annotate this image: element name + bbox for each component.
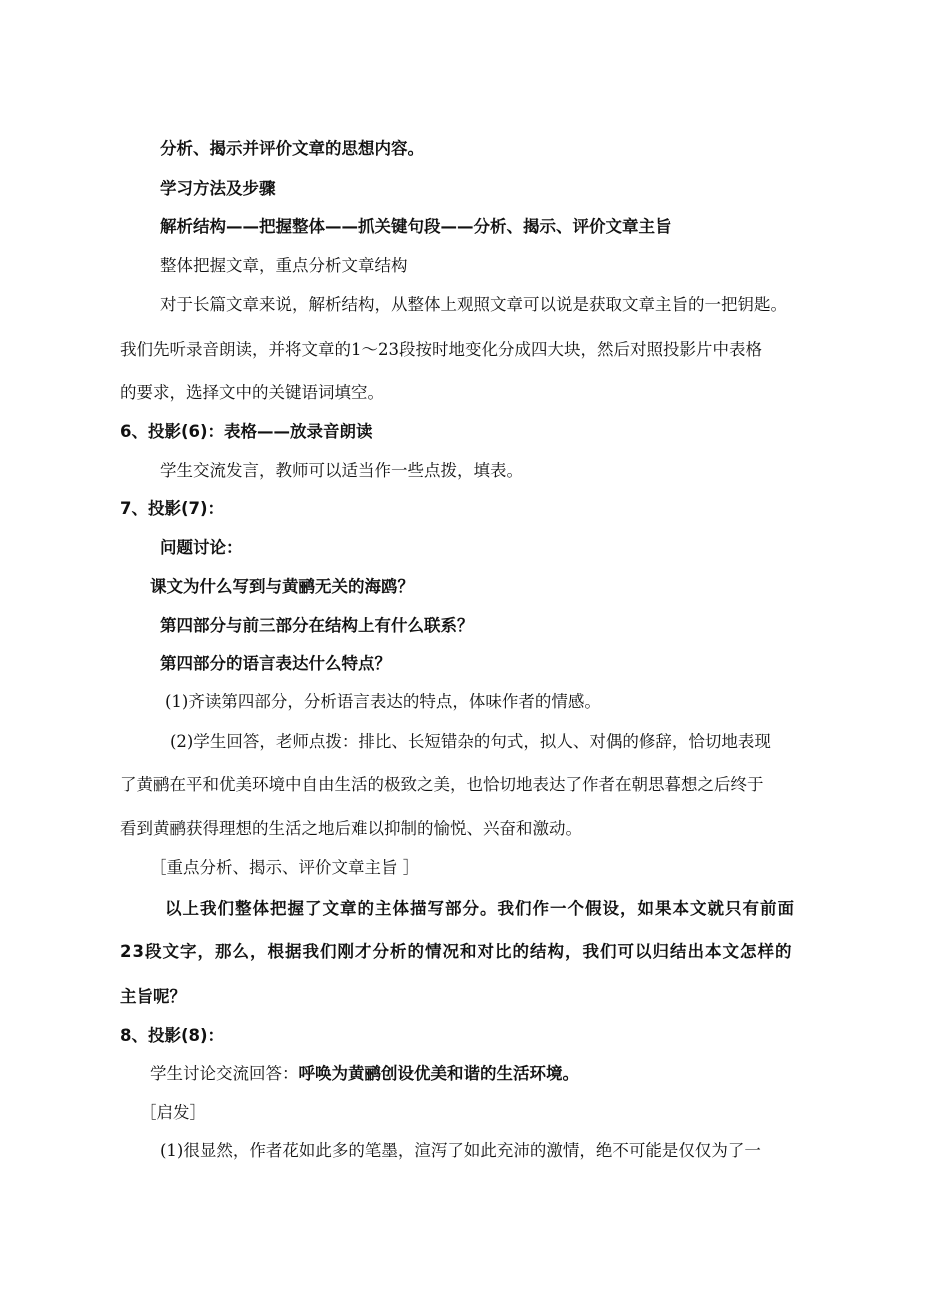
paragraph-line: 看到黄鹂获得理想的生活之地后难以抑制的愉悦、兴奋和激动。 xyxy=(120,819,582,838)
paragraph-line: (1)很显然，作者花如此多的笔墨，渲泻了如此充沛的激情，绝不可能是仅仅为了一 xyxy=(160,1141,761,1160)
paragraph-line: 主旨呢？ xyxy=(120,987,186,1006)
projection-8-heading: 8、投影(8)： xyxy=(120,1026,225,1045)
paragraph-line: 我们先听录音朗读，并将文章的1～23段按时地变化分成四大块，然后对照投影片中表格 xyxy=(120,340,762,359)
paragraph-line: 对于长篇文章来说，解析结构，从整体上观照文章可以说是获取文章主旨的一把钥匙。 xyxy=(160,295,787,314)
section-heading-methods: 学习方法及步骤 xyxy=(160,179,276,198)
answer-line xyxy=(150,1062,579,1086)
paragraph-line: 了黄鹂在平和优美环境中自由生活的极致之美，也恰切地表达了作者在朝思暮想之后终于 xyxy=(120,775,764,794)
objective-line: 分析、揭示并评价文章的思想内容。 xyxy=(160,139,424,158)
question-line: 课文为什么写到与黄鹂无关的海鸥？ xyxy=(150,577,414,596)
paragraph-line: 23段文字，那么，根据我们刚才分析的情况和对比的结构，我们可以归结出本文怎样的 xyxy=(120,942,793,961)
paragraph-line: 的要求，选择文中的关键语词填空。 xyxy=(120,383,384,402)
answer-text: 呼唤为黄鹂创设优美和谐的生活环境。 xyxy=(298,1064,579,1083)
bracket-heading: ［重点分析、揭示、评价文章主旨 ］ xyxy=(150,858,420,877)
discussion-heading: 问题讨论： xyxy=(160,538,243,557)
bracket-heading: ［启发］ xyxy=(140,1103,206,1122)
paragraph-line: 以上我们整体把握了文章的主体描写部分。我们作一个假设，如果本文就只有前面 xyxy=(165,899,795,918)
paragraph-line: 学生交流发言，教师可以适当作一些点拨，填表。 xyxy=(160,461,523,480)
question-line: 第四部分与前三部分在结构上有什么联系？ xyxy=(160,616,474,635)
projection-7-heading: 7、投影(7)： xyxy=(120,499,225,518)
answer-prefix: 学生讨论交流回答： xyxy=(150,1064,299,1083)
projection-6-heading: 6、投影(6)：表格——放录音朗读 xyxy=(120,422,373,441)
paragraph-line: (2)学生回答，老师点拨：排比、长短错杂的句式，拟人、对偶的修辞，恰切地表现 xyxy=(170,732,771,751)
paragraph-line: (1)齐读第四部分，分析语言表达的特点，体味作者的情感。 xyxy=(165,692,601,711)
steps-line: 解析结构——把握整体——抓关键句段——分析、揭示、评价文章主旨 xyxy=(160,217,672,236)
paragraph-line: 整体把握文章，重点分析文章结构 xyxy=(160,256,408,275)
question-line: 第四部分的语言表达什么特点？ xyxy=(160,654,391,673)
